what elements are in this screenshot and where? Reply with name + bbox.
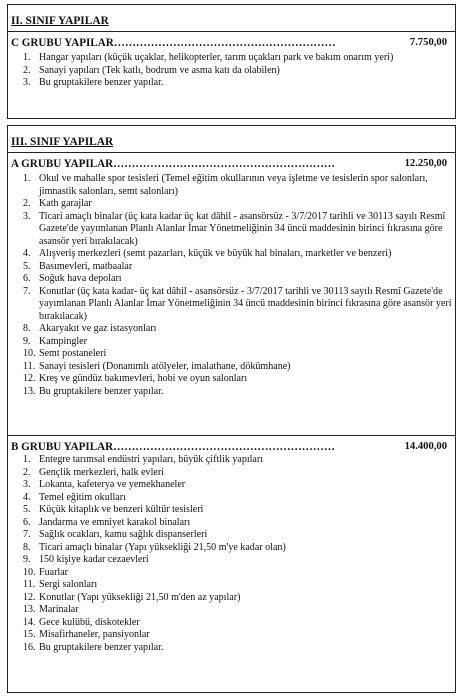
group-a	[8, 153, 455, 436]
list-item: 1. Okul ve mahalle spor tesisleri (Temel eğitim okullarının veya işletme ve tesislerin spor salonları, jimnastik salonları, semt salonları)	[23, 173, 428, 197]
list-item: 4. Temel eğitim okulları	[23, 491, 126, 503]
item-list	[8, 453, 455, 654]
list-item: 13. Bu gruptakilere benzer yapılar.	[23, 385, 164, 397]
list-item: 2. Kath garajlar	[23, 198, 92, 209]
group-b	[8, 436, 455, 654]
group-title: A GRUBU YAPILAR……………………………………………………	[11, 158, 335, 170]
group-amount: 7.750,00	[409, 37, 447, 48]
list-item: 3. Lokanta, kafeterya ve yemekhaneler	[23, 479, 186, 490]
list-item: 11. Sergi salonları	[23, 579, 98, 590]
list-item: 11. Sanayi tesisleri (Donanımlı atölyeler, imalathane, dökümhane)	[23, 360, 291, 372]
list-item: 12. Konutlar (Yapı yüksekliği 21,50 m'den az yapılar)	[23, 591, 241, 603]
group-amount: 14.400,00	[404, 441, 447, 452]
list-item: 10. Fuarlar	[23, 566, 69, 578]
item-list	[8, 51, 455, 90]
list-item: 2. Sanayi yapıları (Tek katlı, bodrum ve asma katı da olabilen)	[23, 64, 280, 76]
list-item: 10. Semt postaneleri	[23, 348, 107, 359]
group-c	[8, 32, 455, 92]
section-iii	[7, 125, 456, 693]
list-item: 4. Alışveriş merkezleri (semt pazarları, küçük ve büyük hal binaları, marketler ve benzeri)	[23, 248, 392, 259]
list-item: 2. Gençlik merkezleri, halk evleri	[23, 466, 164, 478]
section-ii	[7, 4, 456, 119]
list-item: 3. Bu gruptakilere benzer yapılar.	[23, 77, 164, 88]
list-item: 1. Hangar yapıları (küçük uçaklar, helikopterler, tarım uçakları park ve bakım onarım yeri)	[23, 52, 394, 63]
list-item: 7. Sağlık ocakları, kamu sağlık dispanserleri	[23, 529, 208, 540]
list-item: 1. Entegre tarımsal endüstri yapıları, büyük çiftlik yapıları	[23, 454, 264, 465]
list-item: 14. Gece kulübü, diskotekler	[23, 616, 140, 628]
group-title: B GRUBU YAPILAR……………………………………………………	[11, 441, 335, 453]
list-item: 12. Kreş ve gündüz bakımevleri, hobi ve oyun salonları	[23, 373, 248, 384]
group-amount: 12.250,00	[404, 158, 447, 169]
list-item: 7. Konutlar (üç kata kadar- üç kat dâhil - asansörsüz - 3/7/2017 tarihli ve 30113 sayılı Resmî Gazete'de yayımlanan Planlı Alanlar İmar Yönetmeliğinin 34 üncü maddesinin birinci fıkrasına göre asansör yeri bırakılacak)	[23, 285, 452, 322]
list-item: 9. 150 kişiye kadar cezaevleri	[23, 554, 149, 565]
list-item: 6. Jandarma ve emniyet karakol binaları	[23, 516, 191, 528]
list-item: 9. Kampingler	[23, 335, 87, 347]
document-page	[7, 4, 456, 693]
item-list	[8, 172, 455, 398]
list-item: 13. Marinalar	[23, 604, 79, 615]
section-title: II. SINIF YAPILAR	[8, 5, 455, 32]
list-item: 6. Soğuk hava depoları	[23, 273, 122, 284]
group-title: C GRUBU YAPILAR……………………………………………………	[11, 37, 336, 49]
list-item: 8. Akaryakıt ve gaz istasyonları	[23, 323, 157, 334]
list-item: 5. Basımevleri, matbaalar	[23, 260, 133, 272]
list-item: 3. Ticari amaçlı binalar (üç kata kadar üç kat dâhil - asansörsüz - 3/7/2017 tarihli ve 30113 sayılı Resmî Gazete'de yayımlanan Planlı Alanlar İmar Yönetmeliğinin 34 üncü maddesinin birinci fıkrasına göre asansör yeri bırakılacak)	[23, 210, 446, 247]
section-title: III. SINIF YAPILAR	[8, 126, 455, 153]
list-item: 15. Misafirhaneler, pansiyonlar	[23, 629, 150, 640]
list-item: 8. Ticari amaçlı binalar (Yapı yüksekliği 21,50 m'ye kadar olan)	[23, 541, 286, 553]
list-item: 5. Küçük kitaplık ve benzeri kültür tesisleri	[23, 504, 204, 515]
list-item: 16. Bu gruptakilere benzer yapılar.	[23, 641, 164, 653]
